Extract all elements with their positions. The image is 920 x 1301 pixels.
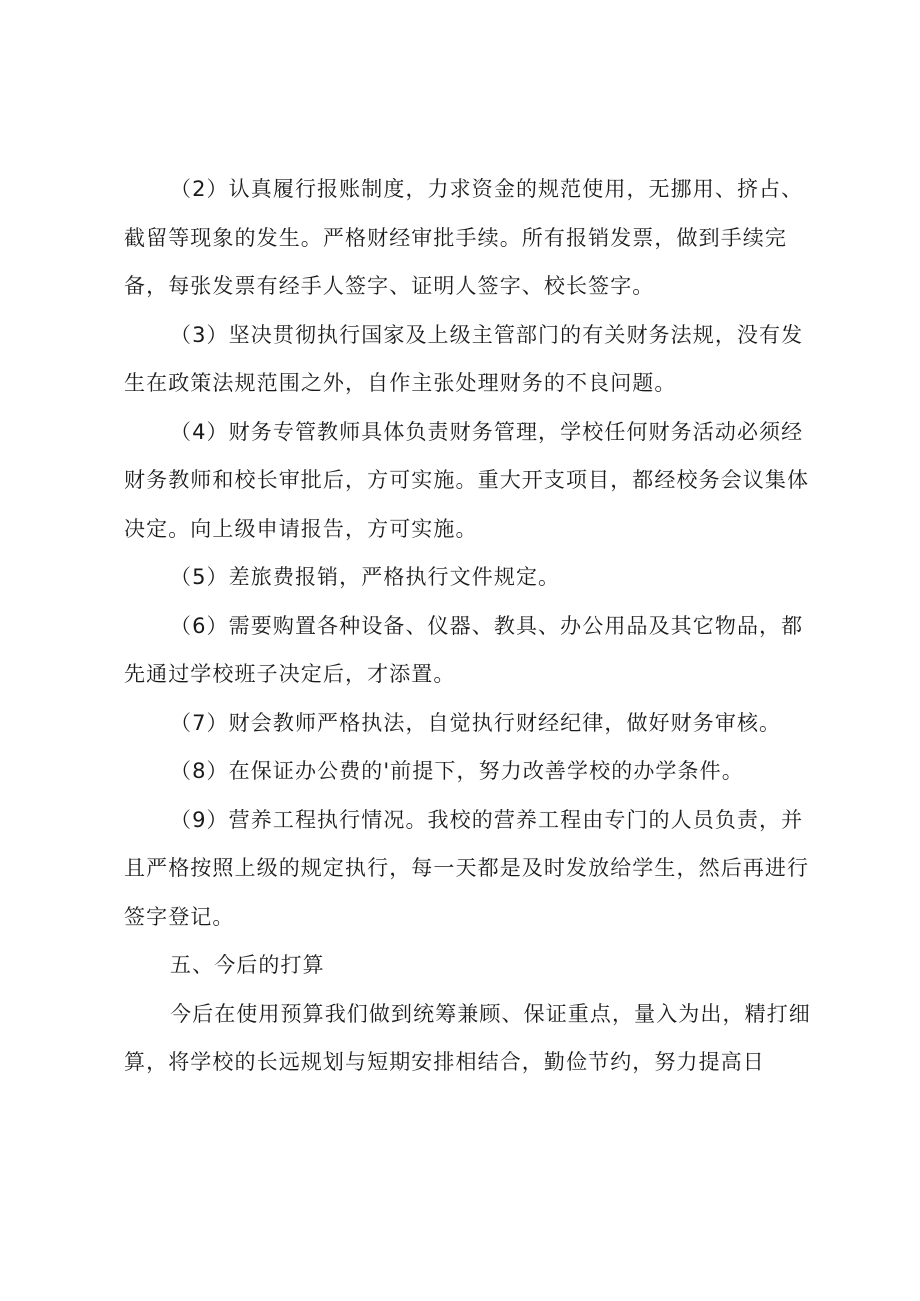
paragraph-future-plans: 今后在使用预算我们做到统筹兼顾、保证重点，量入为出，精打细算，将学校的长远规划与短期安排相结合，勤俭节约，努力提高日 — [124, 1001, 811, 1074]
paragraph-item-6: （6）需要购置各种设备、仪器、教具、办公用品及其它物品，都先通过学校班子决定后，才添置。 — [124, 613, 804, 686]
paragraph-item-9: （9）营养工程执行情况。我校的营养工程由专门的人员负责，并且严格按照上级的规定执行，每一天都是及时发放给学生，然后再进行签字登记。 — [124, 807, 810, 929]
paragraph-item-8: （8）在保证办公费的'前提下，努力改善学校的办学条件。 — [170, 759, 744, 783]
section-heading-future-plans: 五、今后的打算 — [170, 953, 325, 977]
paragraph-item-7: （7）财会教师严格执法，自觉执行财经纪律，做好财务审核。 — [170, 710, 782, 735]
paragraph-item-4: （4）财务专管教师具体负责财务管理，学校任何财务活动必须经财务教师和校长审批后，方可实施。重大开支项目，都经校务会议集体决定。向上级申请报告，方可实施。 — [124, 419, 810, 541]
paragraph-item-2: （2）认真履行报账制度，力求资金的规范使用，无挪用、挤占、截留等现象的发生。严格财经审批手续。所有报销发票，做到手续完备，每张发票有经手人签字、证明人签字、校长签字。 — [124, 177, 804, 298]
paragraph-item-5: （5）差旅费报销，严格执行文件规定。 — [170, 565, 561, 589]
document-body — [124, 165, 824, 1087]
paragraph-item-3: （3）坚决贯彻执行国家及上级主管部门的有关财务法规，没有发生在政策法规范围之外，自作主张处理财务的不良问题。 — [124, 322, 804, 395]
